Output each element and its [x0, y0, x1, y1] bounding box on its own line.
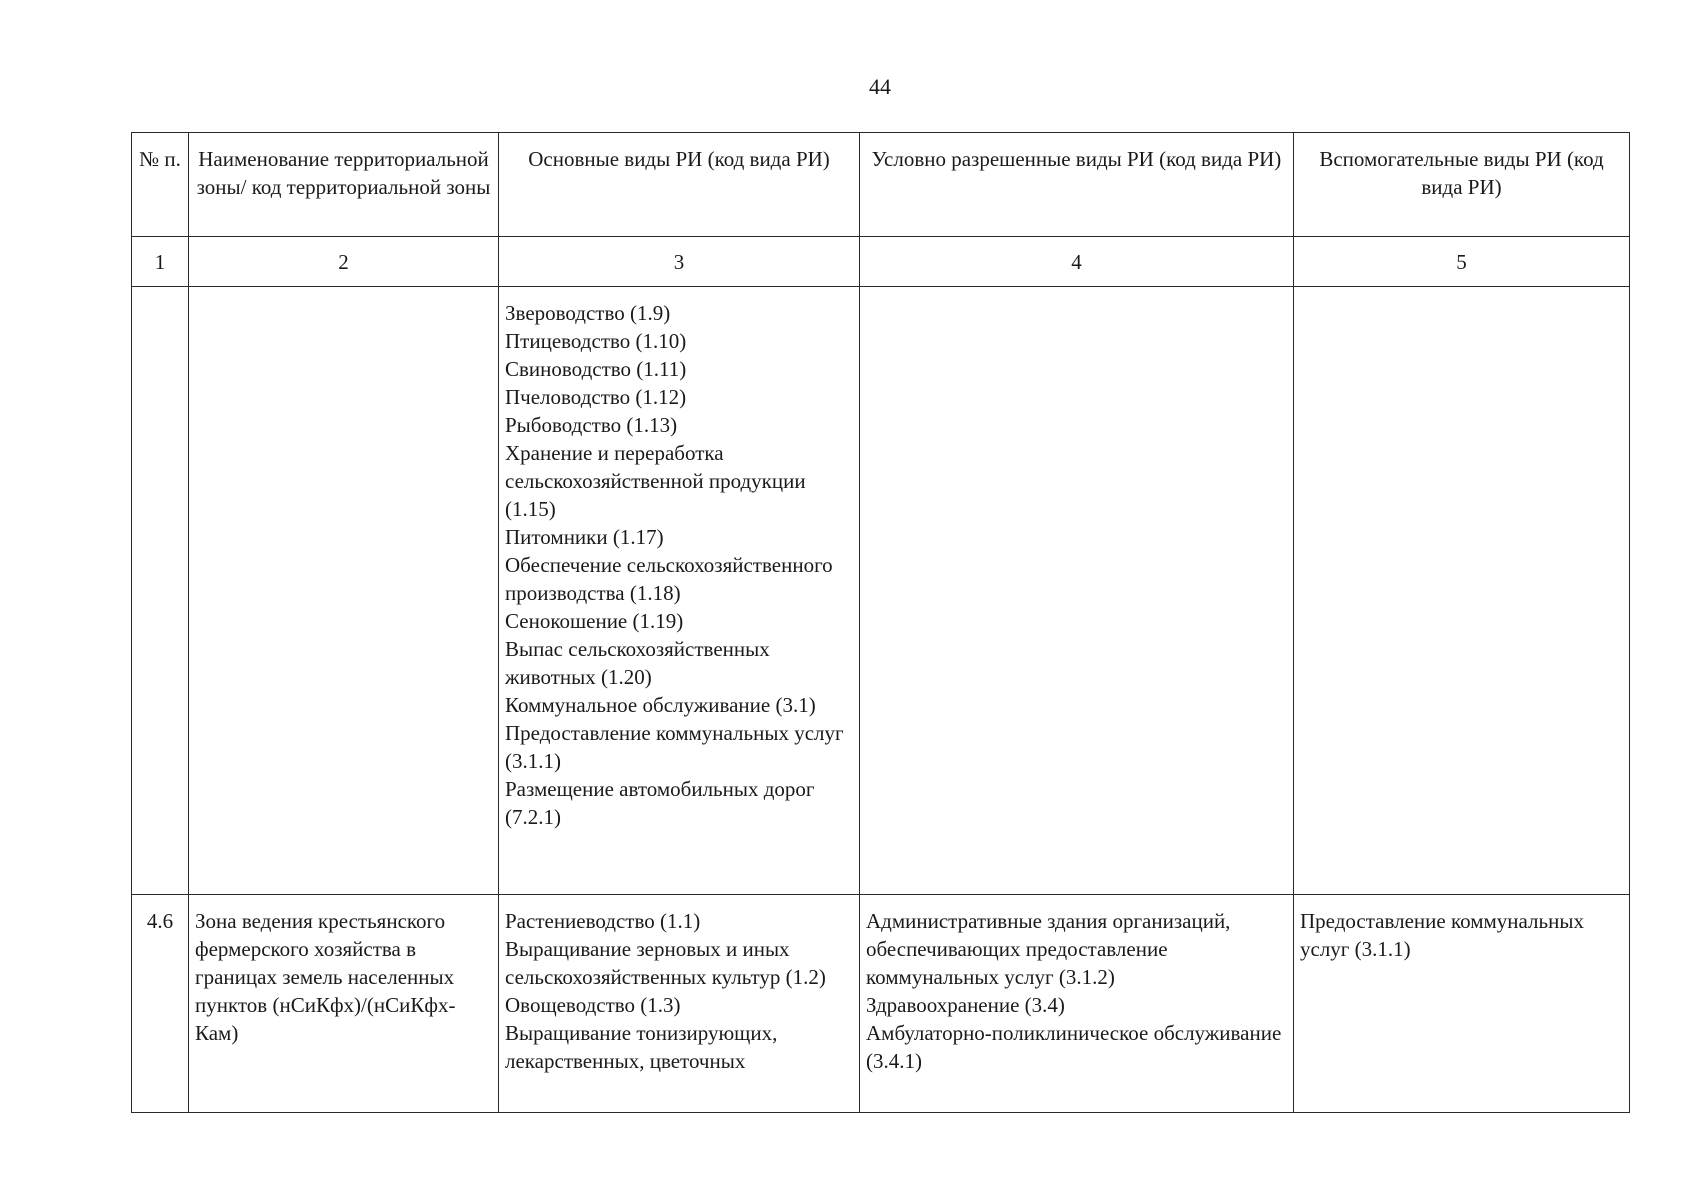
land-use-item: Предоставление коммунальных услуг (3.1.1)	[505, 721, 844, 773]
land-use-item: Предоставление коммунальных услуг (3.1.1)	[1300, 909, 1584, 961]
land-use-item: Птицеводство (1.10)	[505, 329, 687, 353]
row-number	[132, 287, 189, 895]
land-use-item: Здравоохранение (3.4)	[866, 993, 1065, 1017]
land-use-item: Выращивание зерновых и иных сельскохозяйственных культур (1.2)	[505, 937, 826, 989]
column-number: 5	[1294, 237, 1630, 287]
table-row	[132, 287, 1630, 895]
main-uses-list	[499, 287, 860, 895]
land-use-item: Питомники (1.17)	[505, 525, 664, 549]
page-number: 44	[869, 74, 891, 99]
land-use-item: Рыбоводство (1.13)	[505, 413, 678, 437]
auxiliary-uses-list	[1294, 895, 1630, 1113]
land-use-item: Звероводство (1.9)	[505, 301, 671, 325]
header-conditional-uses: Условно разрешенные виды РИ (код вида РИ)	[860, 133, 1294, 237]
main-uses-list	[499, 895, 860, 1113]
land-use-item: Выращивание тонизирующих, лекарственных, цветочных	[505, 1021, 778, 1073]
land-use-item: Растениеводство (1.1)	[505, 909, 701, 933]
land-use-item: Свиноводство (1.11)	[505, 357, 687, 381]
column-number: 1	[132, 237, 189, 287]
column-number: 4	[860, 237, 1294, 287]
header-zone-name: Наименование территориальной зоны/ код территориальной зоны	[189, 133, 499, 237]
header-number: № п.	[132, 133, 189, 237]
header-main-uses: Основные виды РИ (код вида РИ)	[499, 133, 860, 237]
land-use-item: Овощеводство (1.3)	[505, 993, 681, 1017]
land-use-item: Сенокошение (1.19)	[505, 609, 684, 633]
table-row	[132, 895, 1630, 1113]
land-use-item: Амбулаторно-поликлиническое обслуживание (3.4.1)	[866, 1021, 1282, 1073]
zone-name	[189, 287, 499, 895]
land-use-table	[131, 132, 1630, 1113]
column-number-row	[132, 237, 1630, 287]
land-use-item: Административные здания организаций, обеспечивающих предоставление коммунальных услуг (3.1.2)	[866, 909, 1231, 989]
land-use-item: Хранение и переработка сельскохозяйственной продукции (1.15)	[505, 441, 806, 521]
land-use-item: Размещение автомобильных дорог (7.2.1)	[505, 777, 815, 829]
conditional-uses-list	[860, 287, 1294, 895]
land-use-item: Выпас сельскохозяйственных животных (1.20)	[505, 637, 770, 689]
land-use-item: Коммунальное обслуживание (3.1)	[505, 693, 816, 717]
column-number: 3	[499, 237, 860, 287]
column-number: 2	[189, 237, 499, 287]
zone-name: Зона ведения крестьянского фермерского хозяйства в границах земель населенных пунктов (нСиКфх)/(нСиКфх-Кам)	[189, 895, 499, 1113]
conditional-uses-list	[860, 895, 1294, 1113]
land-use-item: Пчеловодство (1.12)	[505, 385, 687, 409]
land-use-item: Обеспечение сельскохозяйственного производства (1.18)	[505, 553, 833, 605]
row-number: 4.6	[132, 895, 189, 1113]
header-auxiliary-uses: Вспомогательные виды РИ (код вида РИ)	[1294, 133, 1630, 237]
header-row	[132, 133, 1630, 237]
auxiliary-uses-list	[1294, 287, 1630, 895]
